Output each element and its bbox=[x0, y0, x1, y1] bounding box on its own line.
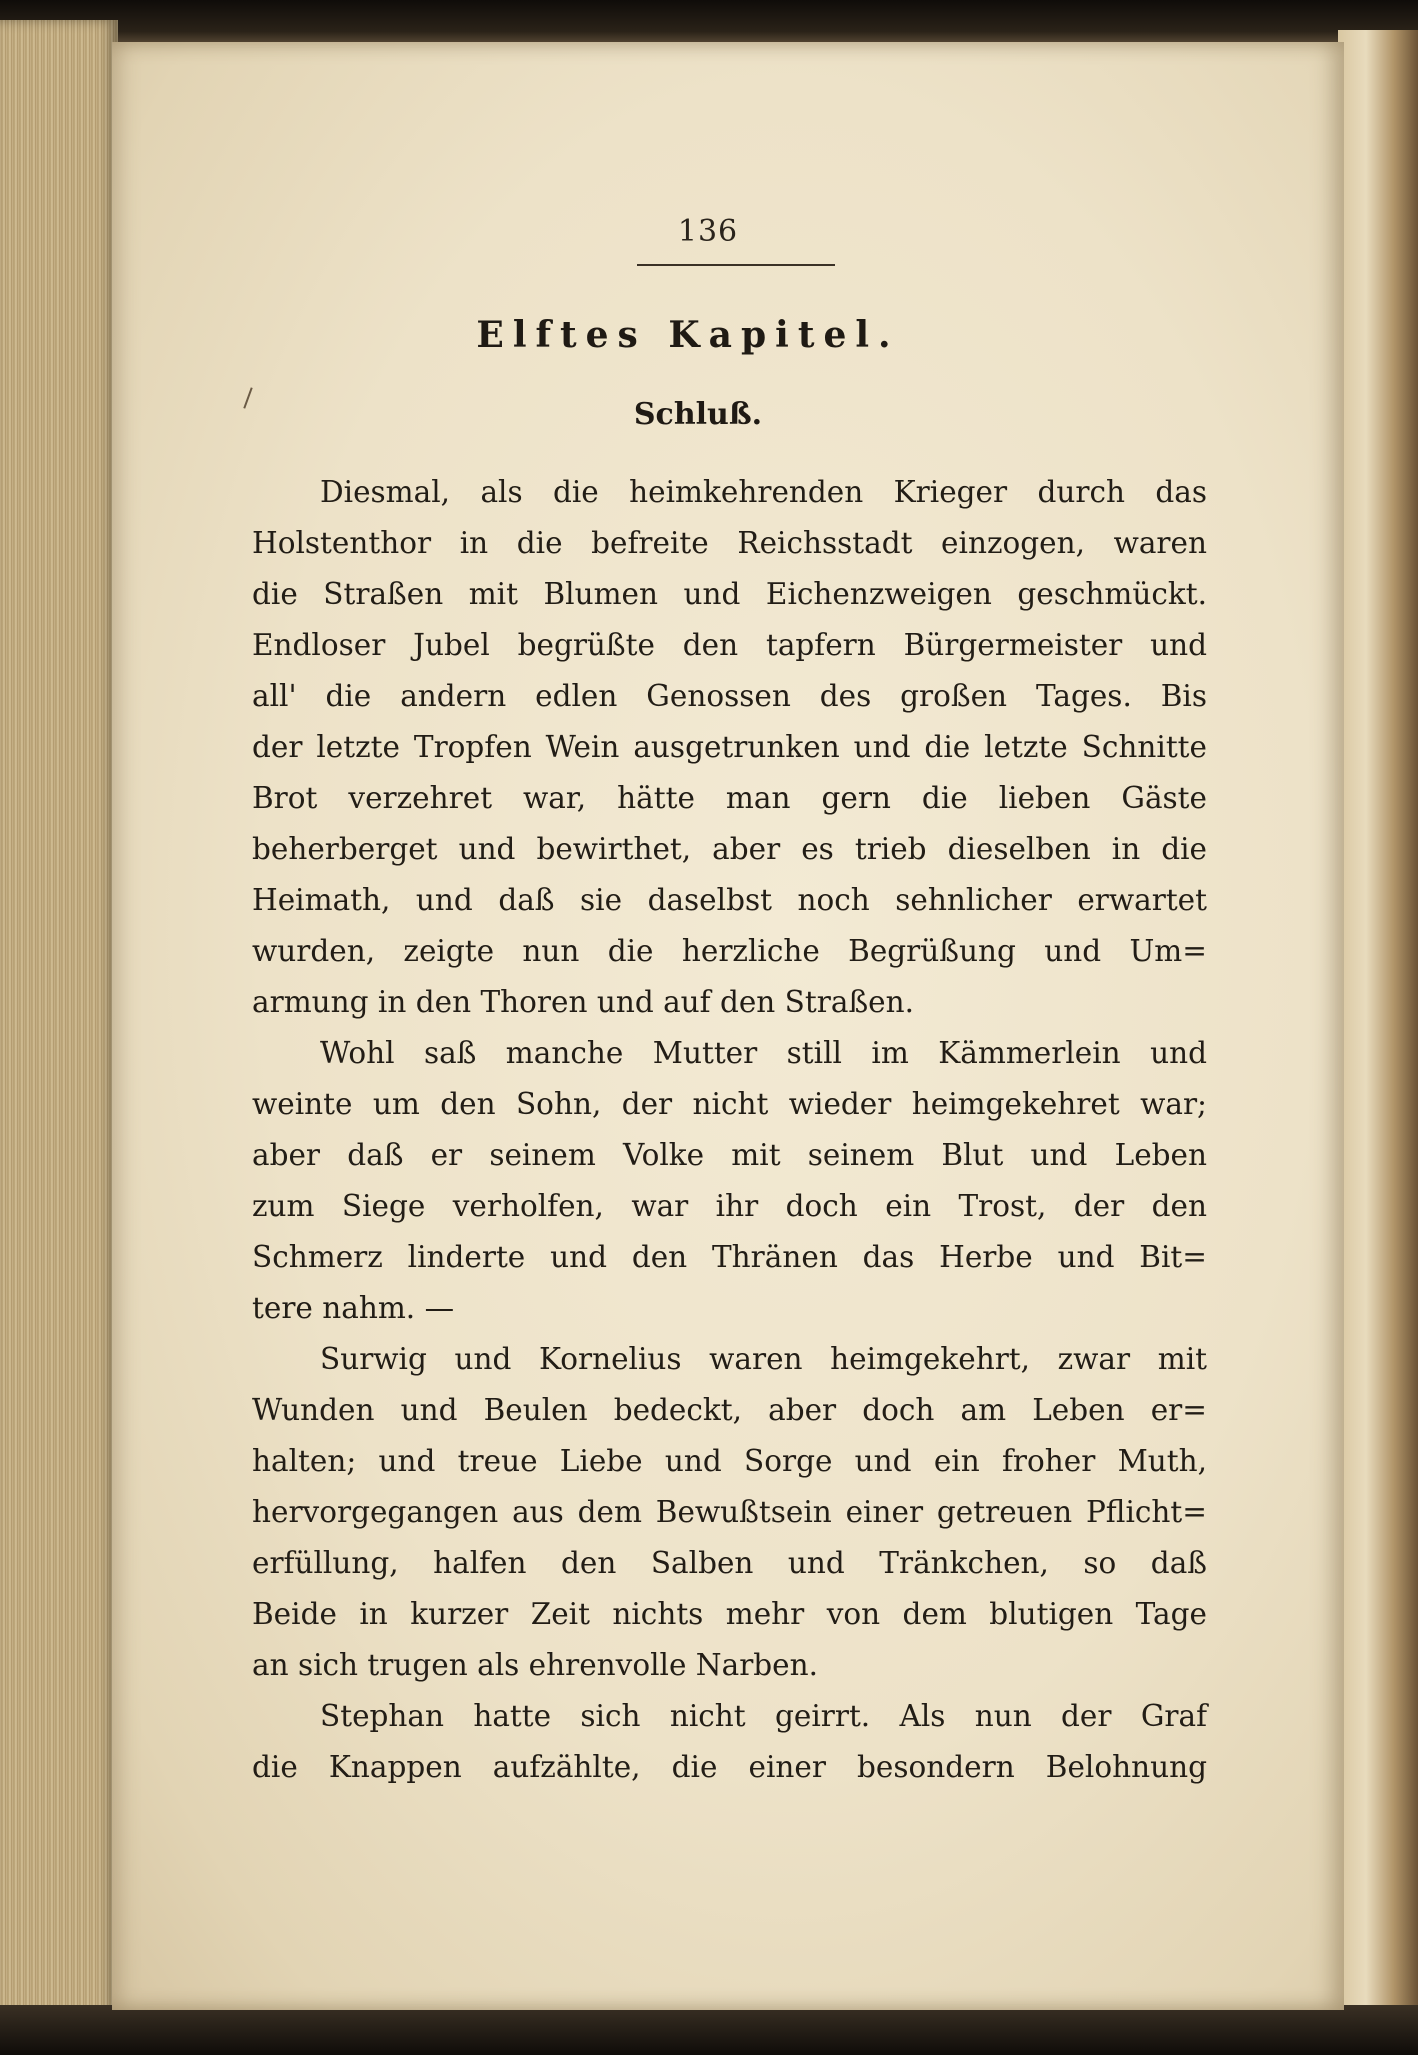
text-line: der letzte Tropfen Wein ausgetrunken und die letzte Schnitte bbox=[252, 730, 1207, 764]
text-line: Heimath, und daß sie daselbst noch sehnlicher erwartet bbox=[252, 883, 1207, 917]
chapter-subtitle: Schluß. bbox=[633, 397, 763, 432]
text-line: Surwig und Kornelius waren heimgekehrt, zwar mit bbox=[320, 1342, 1207, 1376]
text-line: wurden, zeigte nun die herzliche Begrüßung und Um= bbox=[252, 934, 1207, 968]
book-page bbox=[112, 42, 1344, 2010]
text-line: zum Siege verholfen, war ihr doch ein Trost, der den bbox=[252, 1189, 1207, 1223]
text-line: hervorgegangen aus dem Bewußtsein einer getreuen Pflicht= bbox=[252, 1495, 1207, 1529]
text-line: an sich trugen als ehrenvolle Narben. bbox=[252, 1648, 819, 1682]
text-line: halten; und treue Liebe und Sorge und ein froher Muth, bbox=[252, 1444, 1207, 1478]
text-line: armung in den Thoren und auf den Straßen. bbox=[252, 985, 914, 1019]
text-line: die Straßen mit Blumen und Eichenzweigen geschmückt. bbox=[252, 577, 1207, 611]
text-line: Beide in kurzer Zeit nichts mehr von dem blutigen Tage bbox=[252, 1597, 1207, 1631]
text-line: tere nahm. — bbox=[252, 1291, 455, 1325]
text-line: beherberget und bewirthet, aber es trieb dieselben in die bbox=[252, 832, 1207, 866]
book-page-edges-right bbox=[1338, 30, 1418, 2020]
book-bottom-edge bbox=[0, 2005, 1418, 2055]
text-line: die Knappen aufzählte, die einer besondern Belohnung bbox=[252, 1750, 1207, 1784]
text-line: Wunden und Beulen bedeckt, aber doch am Leben er= bbox=[252, 1393, 1207, 1427]
header-rule bbox=[637, 264, 835, 266]
book-top-edge bbox=[0, 0, 1418, 45]
text-line: Brot verzehret war, hätte man gern die lieben Gäste bbox=[252, 781, 1207, 815]
body-text bbox=[252, 467, 1207, 1793]
text-line: Schmerz linderte und den Thränen das Herbe und Bit= bbox=[252, 1240, 1207, 1274]
text-line: Stephan hatte sich nicht geirrt. Als nun der Graf bbox=[320, 1699, 1207, 1733]
text-line: weinte um den Sohn, der nicht wieder heimgekehret war; bbox=[252, 1087, 1207, 1121]
text-line: erfüllung, halfen den Salben und Tränkchen, so daß bbox=[252, 1546, 1207, 1580]
text-line: Holstenthor in die befreite Reichsstadt einzogen, waren bbox=[252, 526, 1207, 560]
text-line: Wohl saß manche Mutter still im Kämmerlein und bbox=[320, 1036, 1207, 1070]
text-line: Endloser Jubel begrüßte den tapfern Bürgermeister und bbox=[252, 628, 1207, 662]
page-number: 136 bbox=[677, 214, 739, 249]
text-line: aber daß er seinem Volke mit seinem Blut und Leben bbox=[252, 1138, 1207, 1172]
text-line: Diesmal, als die heimkehrenden Krieger durch das bbox=[320, 475, 1207, 509]
chapter-title: Elftes Kapitel. bbox=[476, 314, 900, 356]
text-line: all' die andern edlen Genossen des großen Tages. Bis bbox=[252, 679, 1207, 713]
